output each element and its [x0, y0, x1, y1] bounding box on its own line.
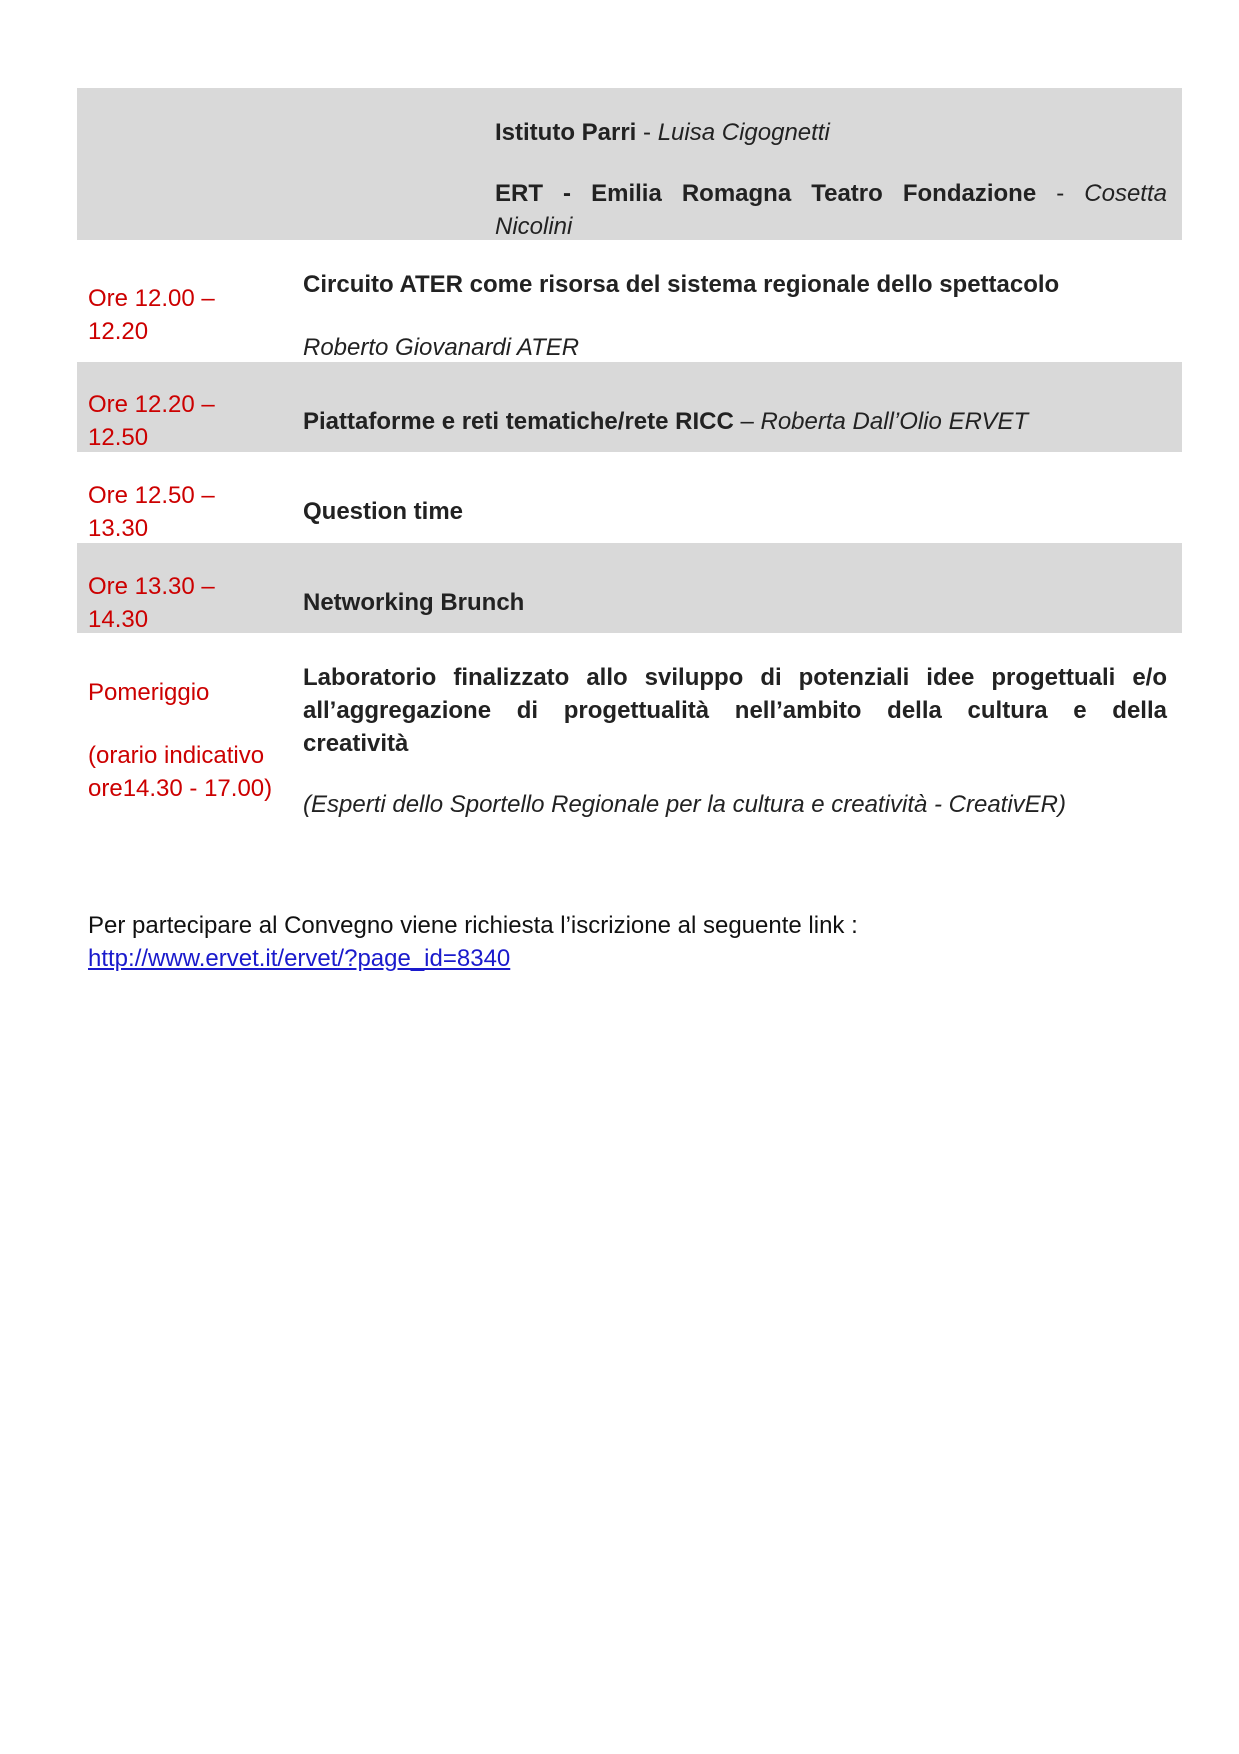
time-note: (orario indicativo — [88, 742, 265, 769]
time-end: 14.30 — [88, 606, 149, 633]
time-start: Ore 13.30 – — [88, 573, 215, 600]
separator: - — [636, 119, 658, 146]
header-band — [77, 88, 1182, 240]
title-line: Laboratorio finalizzato allo sviluppo di potenziali idee progettuali e/o — [303, 664, 1167, 691]
session-title: Piattaforme e reti tematiche/rete RICC — [303, 408, 734, 435]
time-slot-1 — [88, 282, 215, 348]
registration-link-line — [88, 942, 510, 975]
time-label: Pomeriggio — [88, 679, 210, 706]
time-slot-2 — [88, 388, 215, 454]
session-speaker-5: (Esperti dello Sportello Regionale per la cultura e creatività - CreativER) — [303, 791, 1067, 818]
header-line-ert-continued: Nicolini — [495, 213, 573, 240]
separator: – — [733, 408, 761, 435]
time-slot-5 — [88, 676, 272, 805]
time-start: Ore 12.50 – — [88, 482, 215, 509]
session-title-3: Question time — [303, 498, 464, 525]
person-name: Luisa Cigognetti — [657, 119, 830, 146]
session-speaker-1: Roberto Giovanardi ATER — [303, 334, 580, 361]
title-line: creatività — [303, 730, 409, 757]
session-title-2 — [303, 405, 1028, 438]
time-range: ore14.30 - 17.00) — [88, 775, 273, 802]
time-start: Ore 12.20 – — [88, 391, 215, 418]
person-name: Cosetta — [1084, 180, 1167, 207]
session-title-1: Circuito ATER come risorsa del sistema regionale dello spettacolo — [303, 271, 1060, 298]
org-name: Istituto Parri — [495, 119, 637, 146]
separator: - — [1036, 180, 1085, 207]
time-start: Ore 12.00 – — [88, 285, 215, 312]
time-end: 12.20 — [88, 318, 149, 345]
time-end: 12.50 — [88, 424, 149, 451]
session-title-4: Networking Brunch — [303, 589, 525, 616]
session-title-5 — [303, 661, 1167, 760]
title-line: all’aggregazione di progettualità nell’ambito della cultura e della — [303, 697, 1167, 724]
time-slot-4 — [88, 570, 215, 636]
time-slot-3 — [88, 479, 215, 545]
row-band-4 — [77, 543, 1182, 633]
header-line-ert — [495, 177, 1167, 210]
registration-note: Per partecipare al Convegno viene richiesta l’iscrizione al seguente link : — [88, 912, 858, 939]
time-end: 13.30 — [88, 515, 149, 542]
header-line-parri — [495, 116, 1167, 149]
session-speaker: Roberta Dall’Olio ERVET — [760, 408, 1029, 435]
org-name: ERT - Emilia Romagna Teatro Fondazione — [495, 180, 1037, 207]
registration-link[interactable]: http://www.ervet.it/ervet/?page_id=8340 — [88, 945, 511, 972]
